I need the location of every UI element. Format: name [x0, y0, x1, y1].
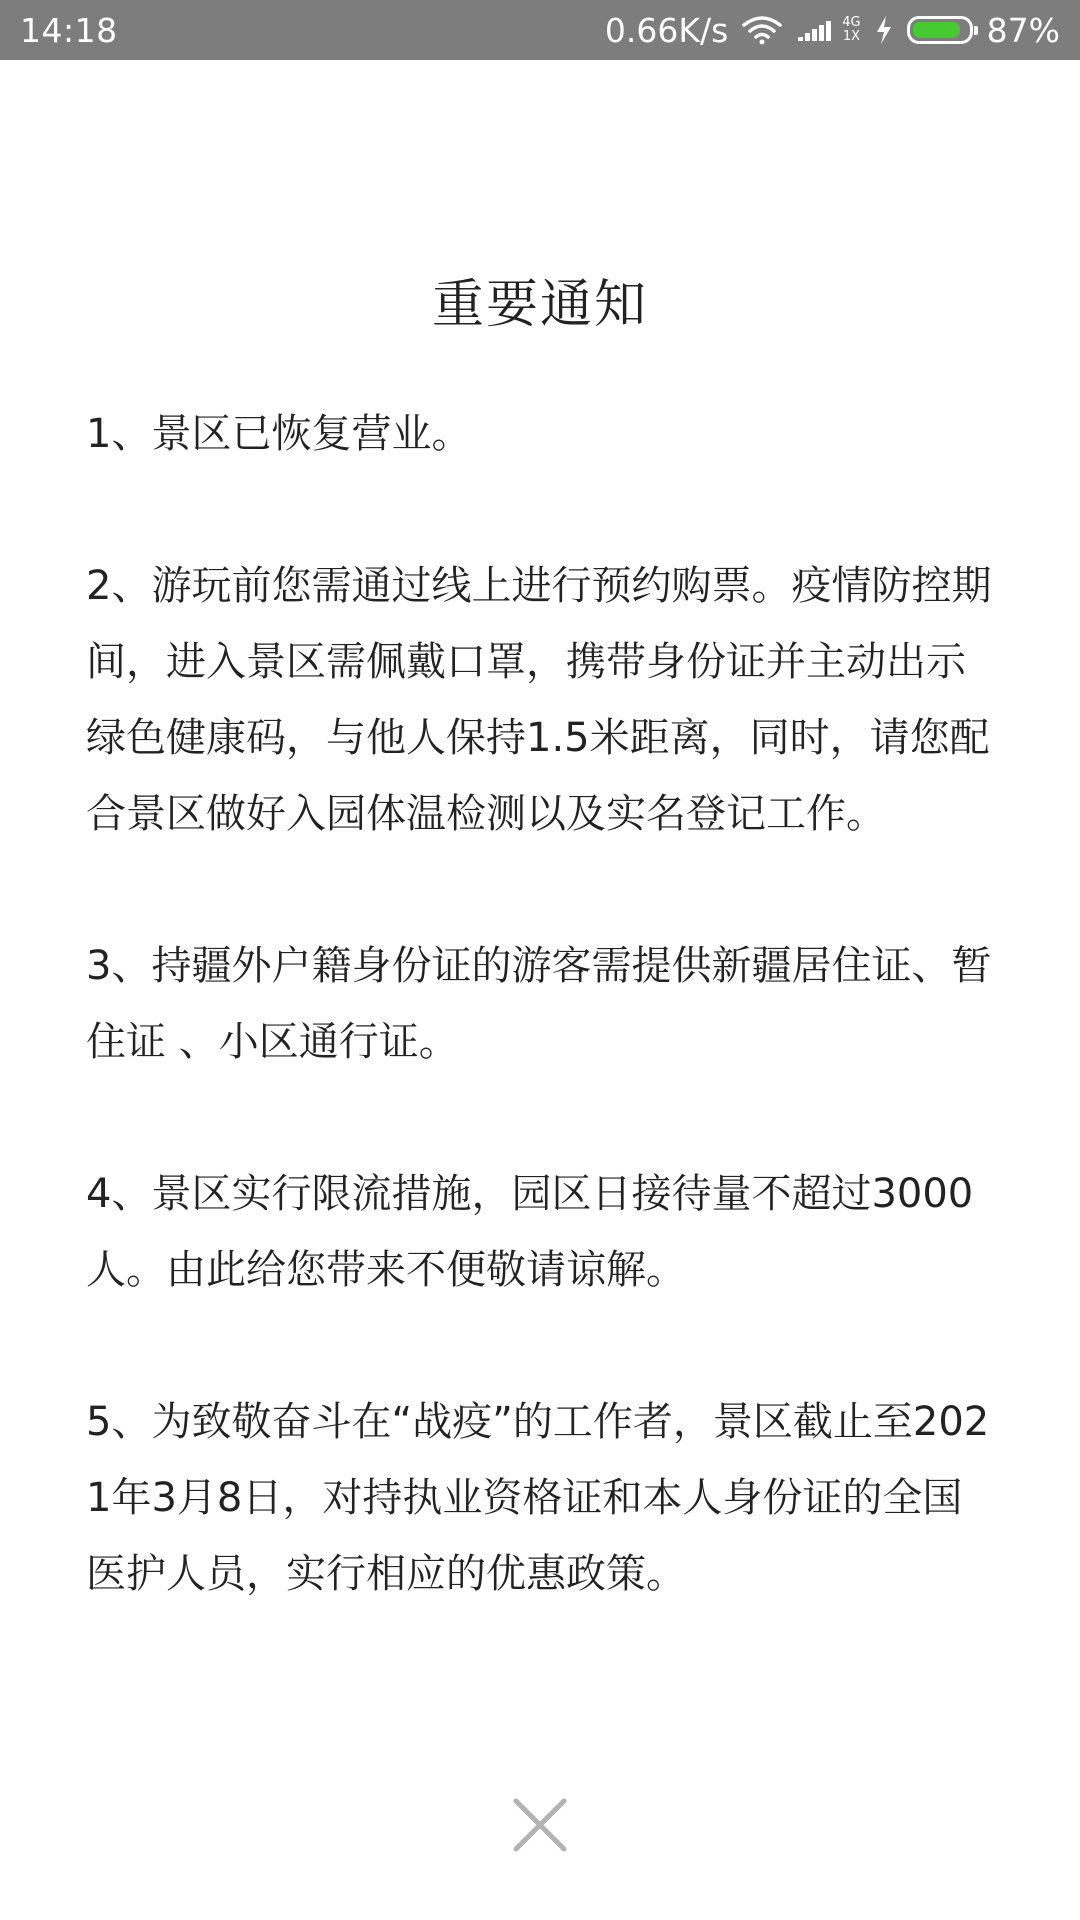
battery-icon: [907, 16, 973, 44]
close-icon: [512, 1797, 568, 1853]
notice-title: 重要通知: [431, 275, 648, 335]
battery-fill: [913, 22, 960, 38]
network-type-bottom: 1X: [842, 29, 861, 44]
notice-item-4: 4、景区实行限流措施，园区日接待量不超过3000人。由此给您带来不便敬请谅解。: [86, 1171, 974, 1293]
signal-icon: [796, 15, 836, 45]
close-button[interactable]: [512, 1797, 568, 1853]
notice-item-5: 5、为致敬奋斗在“战疫”的工作者，景区截止至2021年3月8日，对持执业资格证和本人身份证的全国医护人员，实行相应的优惠政策。: [86, 1399, 990, 1597]
notice-item-2: 2、游玩前您需通过线上进行预约购票。疫情防控期间，进入景区需佩戴口罩，携带身份证并主动出示绿色健康码，与他人保持1.5米距离，同时，请您配合景区做好入园体温检测以及实名登记工作。: [86, 563, 992, 837]
notice-item-3: 3、持疆外户籍身份证的游客需提供新疆居住证、暂住证 、小区通行证。: [86, 943, 992, 1065]
charging-icon: [875, 15, 893, 45]
net-speed: 0.66K/s: [604, 10, 729, 50]
notice-content: [86, 396, 998, 1688]
battery-percent: 87%: [986, 10, 1060, 50]
battery-tip: [974, 26, 978, 35]
status-time: 14:18: [20, 10, 118, 50]
notice-item-1: 1、景区已恢复营业。: [86, 411, 472, 457]
status-bar: [0, 0, 1080, 60]
status-indicators: [605, 11, 1060, 50]
network-type: [842, 16, 860, 44]
network-type-top: 4G: [842, 15, 861, 30]
wifi-icon: [742, 15, 782, 45]
